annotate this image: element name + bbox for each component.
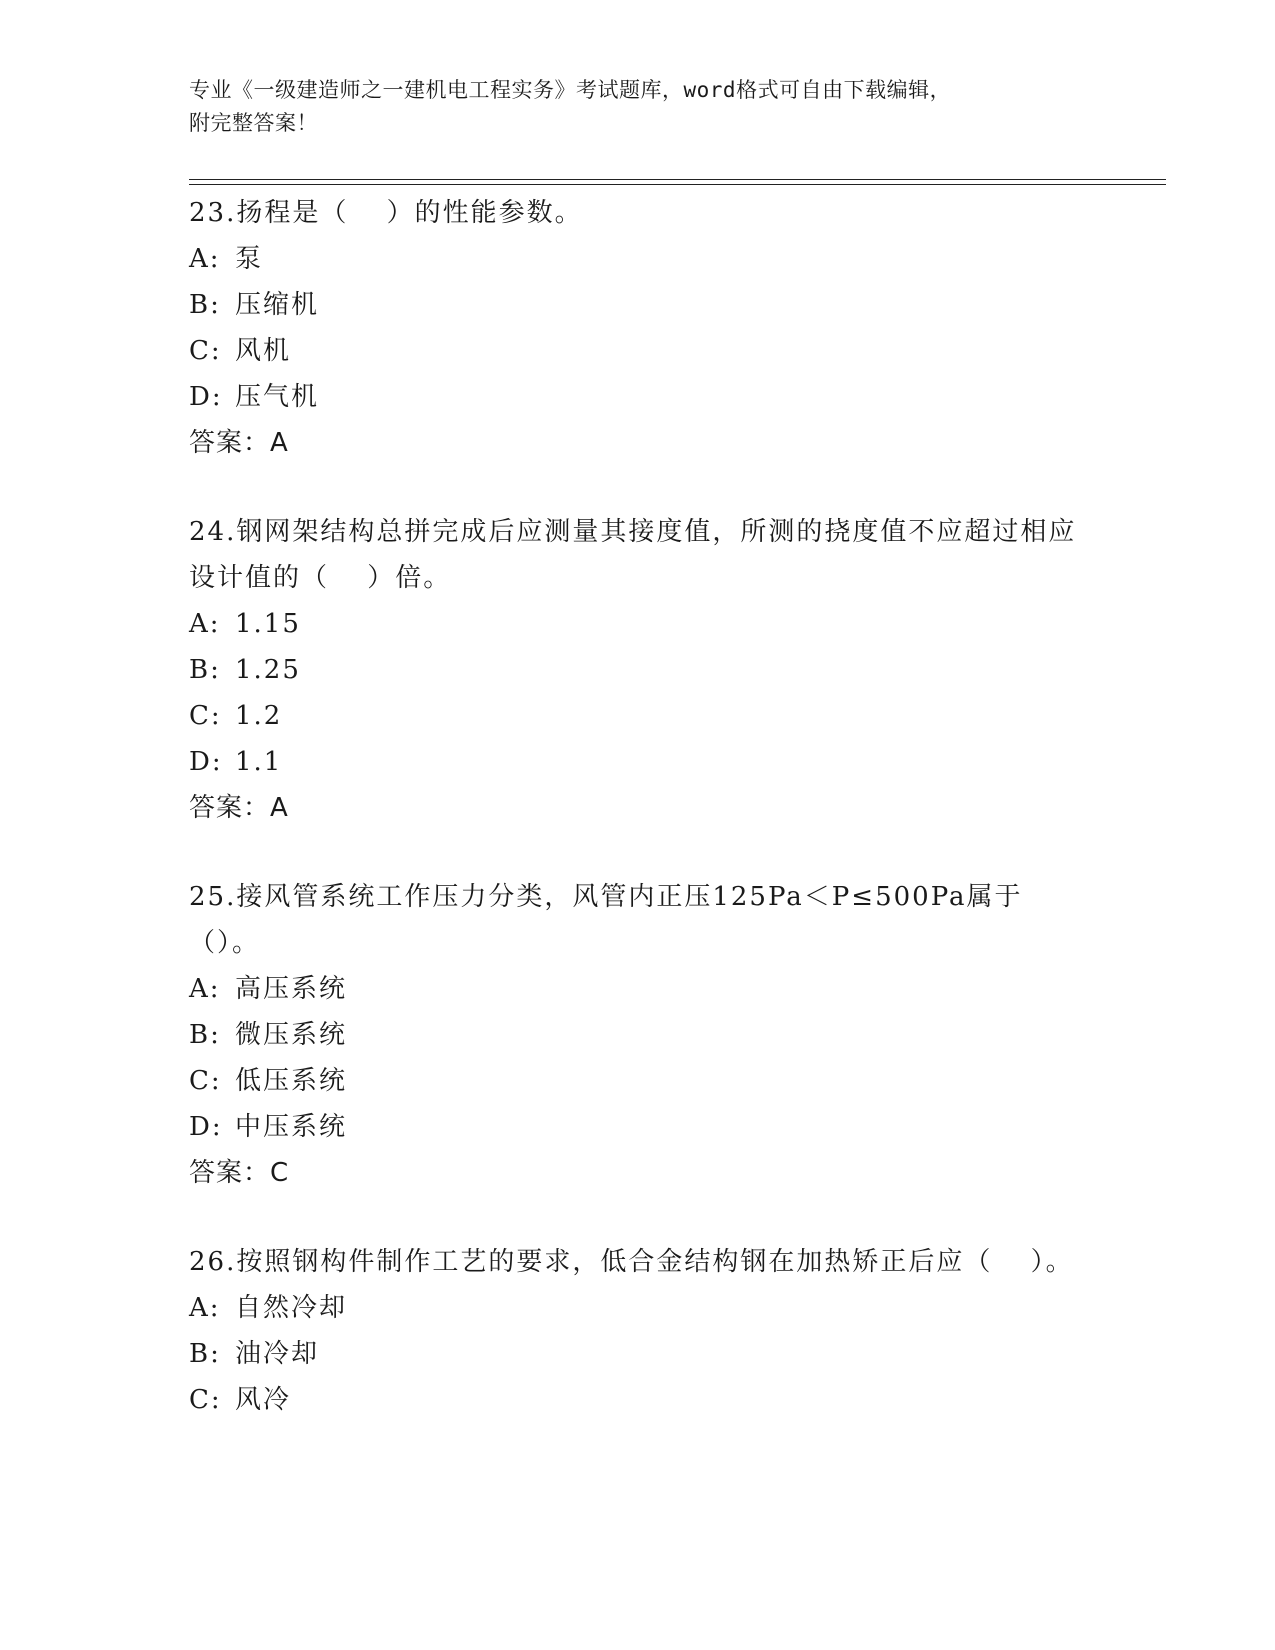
option-text: 风冷	[235, 1385, 292, 1415]
header-divider-bottom	[189, 184, 1166, 185]
option-text: 1.1	[235, 747, 283, 777]
option-letter: B:	[189, 655, 221, 685]
option-text: 1.2	[235, 701, 283, 731]
option-a	[189, 601, 1089, 647]
option-letter: A:	[189, 1293, 221, 1323]
option-b	[189, 1331, 1089, 1377]
option-d	[189, 1104, 1089, 1150]
option-a	[189, 236, 1089, 282]
document-header	[189, 74, 1089, 140]
option-text: 1.15	[235, 609, 301, 639]
option-c	[189, 328, 1089, 374]
option-text: 压缩机	[235, 290, 320, 320]
option-text: 自然冷却	[235, 1293, 348, 1323]
option-letter: B:	[189, 1020, 221, 1050]
option-letter: C:	[189, 1066, 222, 1096]
spacer	[189, 1196, 1089, 1239]
option-a	[189, 1285, 1089, 1331]
option-text: 微压系统	[235, 1020, 348, 1050]
header-divider-top	[189, 179, 1166, 180]
option-a	[189, 966, 1089, 1012]
header-line-2: 附完整答案！	[189, 111, 318, 135]
option-letter: B:	[189, 1339, 221, 1369]
question-stem: 24.钢网架结构总拼完成后应测量其接度值，所测的挠度值不应超过相应设计值的（ ）倍。	[189, 517, 1077, 593]
option-b	[189, 1012, 1089, 1058]
option-letter: B:	[189, 290, 221, 320]
spacer	[189, 831, 1089, 874]
question-24	[189, 509, 1089, 831]
option-letter: A:	[189, 609, 221, 639]
question-stem: 25.接风管系统工作压力分类，风管内正压125Pa＜P≤500Pa属于（）。	[189, 882, 1023, 958]
option-letter: C:	[189, 1385, 222, 1415]
option-text: 泵	[235, 244, 264, 274]
option-b	[189, 647, 1089, 693]
option-c	[189, 1058, 1089, 1104]
answer-line: 答案：A	[189, 793, 289, 823]
option-text: 低压系统	[235, 1066, 348, 1096]
question-list	[189, 190, 1089, 1423]
question-26	[189, 1239, 1089, 1423]
option-c	[189, 1377, 1089, 1423]
option-letter: A:	[189, 244, 221, 274]
answer-line: 答案：C	[189, 1158, 290, 1188]
option-b	[189, 282, 1089, 328]
question-23	[189, 190, 1089, 466]
option-letter: C:	[189, 336, 222, 366]
option-text: 高压系统	[235, 974, 348, 1004]
question-25	[189, 874, 1089, 1196]
question-stem: 23.扬程是（ ）的性能参数。	[189, 198, 583, 228]
option-text: 中压系统	[235, 1112, 348, 1142]
spacer	[189, 466, 1089, 509]
option-text: 油冷却	[235, 1339, 320, 1369]
question-stem: 26.按照钢构件制作工艺的要求，低合金结构钢在加热矫正后应（ ）。	[189, 1247, 1074, 1277]
option-letter: C:	[189, 701, 222, 731]
option-d	[189, 374, 1089, 420]
option-text: 1.25	[235, 655, 301, 685]
header-line-1: 专业《一级建造师之一建机电工程实务》考试题库，word格式可自由下载编辑，	[189, 78, 952, 102]
option-letter: D:	[189, 1112, 223, 1142]
option-c	[189, 693, 1089, 739]
option-letter: D:	[189, 747, 223, 777]
option-letter: A:	[189, 974, 221, 1004]
answer-line: 答案：A	[189, 428, 289, 458]
option-letter: D:	[189, 382, 223, 412]
option-text: 压气机	[235, 382, 320, 412]
option-text: 风机	[235, 336, 292, 366]
option-d	[189, 739, 1089, 785]
